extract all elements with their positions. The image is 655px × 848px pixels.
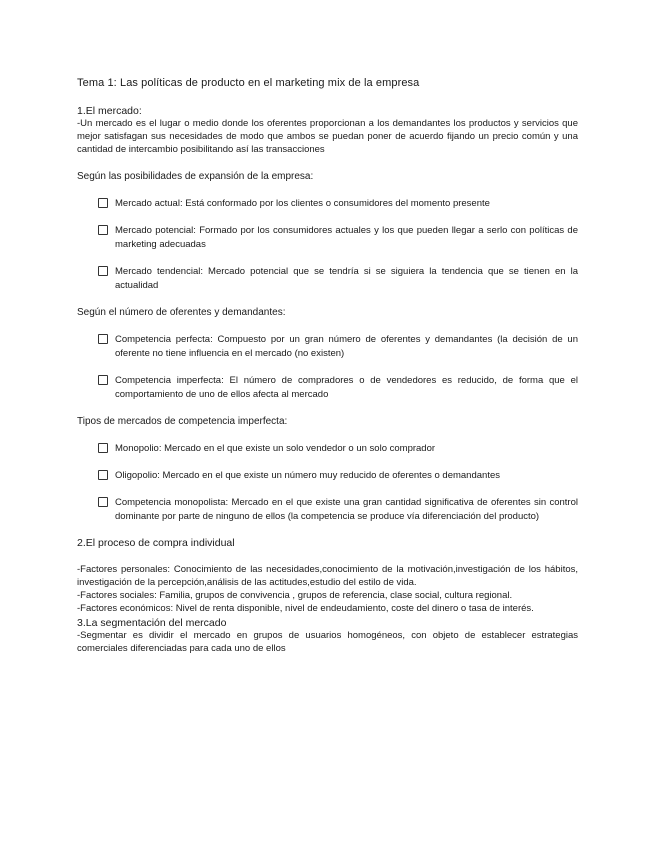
checklist-item bbox=[77, 374, 578, 402]
checklist-item-text: Competencia monopolista: Mercado en el que existe una gran cantidad significativa de oferentes sin control dominante por parte de ninguno de ellos (la competencia se produce vía diferenciación del producto) bbox=[115, 497, 578, 522]
checklist-item bbox=[77, 224, 578, 252]
checklist-item bbox=[77, 333, 578, 361]
checkbox-icon[interactable] bbox=[98, 334, 108, 344]
checkbox-icon[interactable] bbox=[98, 198, 108, 208]
checklist-item bbox=[77, 469, 578, 483]
subhead-oferentes: Según el número de oferentes y demandantes: bbox=[77, 307, 286, 318]
subhead-imperfecta: Tipos de mercados de competencia imperfecta: bbox=[77, 416, 288, 427]
checkbox-icon[interactable] bbox=[98, 266, 108, 276]
section-heading-segmentacion: 3.La segmentación del mercado bbox=[77, 617, 227, 629]
factores-personales: -Factores personales: Conocimiento de las necesidades,conocimiento de la motivación,investigación de los hábitos, investigación de la percepción,análisis de las actitudes,estudio del estilo de vida. bbox=[77, 564, 578, 588]
oferentes-checklist bbox=[77, 333, 578, 402]
checklist-item bbox=[77, 442, 578, 456]
checklist-item-text: Monopolio: Mercado en el que existe un solo vendedor o un solo comprador bbox=[115, 443, 436, 454]
expansion-checklist bbox=[77, 197, 578, 293]
checklist-item-text: Oligopolio: Mercado en el que existe un número muy reducido de oferentes o demandantes bbox=[115, 470, 500, 481]
document-body bbox=[77, 76, 578, 655]
checklist-item-text: Mercado potencial: Formado por los consumidores actuales y los que pueden llegar a serlo con políticas de marketing adecuadas bbox=[115, 225, 578, 250]
mercado-definition: -Un mercado es el lugar o medio donde los oferentes proporcionan a los demandantes los productos y servicios que mejor satisfagan sus necesidades de modo que ambos se puedan poner de acuerdo fijando un precio común y una cantidad de intercambio posibilitando así las transacciones bbox=[77, 118, 578, 155]
segmentacion-definition: -Segmentar es dividir el mercado en grupos de usuarios homogéneos, con objeto de establecer estrategias comerciales diferenciadas para cada uno de ellos bbox=[77, 630, 578, 654]
checkbox-icon[interactable] bbox=[98, 443, 108, 453]
subhead-expansion: Según las posibilidades de expansión de la empresa: bbox=[77, 171, 314, 182]
imperfecta-checklist bbox=[77, 442, 578, 524]
checklist-item bbox=[77, 197, 578, 211]
checklist-item-text: Mercado tendencial: Mercado potencial que se tendría si se siguiera la tendencia que se tienen en la actualidad bbox=[115, 266, 578, 291]
page-title: Tema 1: Las políticas de producto en el marketing mix de la empresa bbox=[77, 77, 420, 89]
checklist-item-text: Competencia imperfecta: El número de compradores o de vendedores es reducido, de forma que el comportamiento de uno de ellos afecta al mercado bbox=[115, 375, 578, 400]
checklist-item-text: Competencia perfecta: Compuesto por un gran número de oferentes y demandantes (la decisión de un oferente no tiene influencia en el mercado (no existen) bbox=[115, 334, 578, 359]
factores-economicos: -Factores económicos: Nivel de renta disponible, nivel de endeudamiento, coste del dinero o tasa de interés. bbox=[77, 603, 534, 614]
checkbox-icon[interactable] bbox=[98, 497, 108, 507]
checkbox-icon[interactable] bbox=[98, 375, 108, 385]
checklist-item bbox=[77, 265, 578, 293]
checklist-item bbox=[77, 496, 578, 524]
checkbox-icon[interactable] bbox=[98, 225, 108, 235]
factores-sociales: -Factores sociales: Familia, grupos de convivencia , grupos de referencia, clase social, cultura regional. bbox=[77, 590, 513, 601]
section-heading-mercado: 1.El mercado: bbox=[77, 105, 142, 117]
checkbox-icon[interactable] bbox=[98, 470, 108, 480]
section-heading-compra: 2.El proceso de compra individual bbox=[77, 537, 235, 549]
checklist-item-text: Mercado actual: Está conformado por los clientes o consumidores del momento presente bbox=[115, 198, 490, 209]
